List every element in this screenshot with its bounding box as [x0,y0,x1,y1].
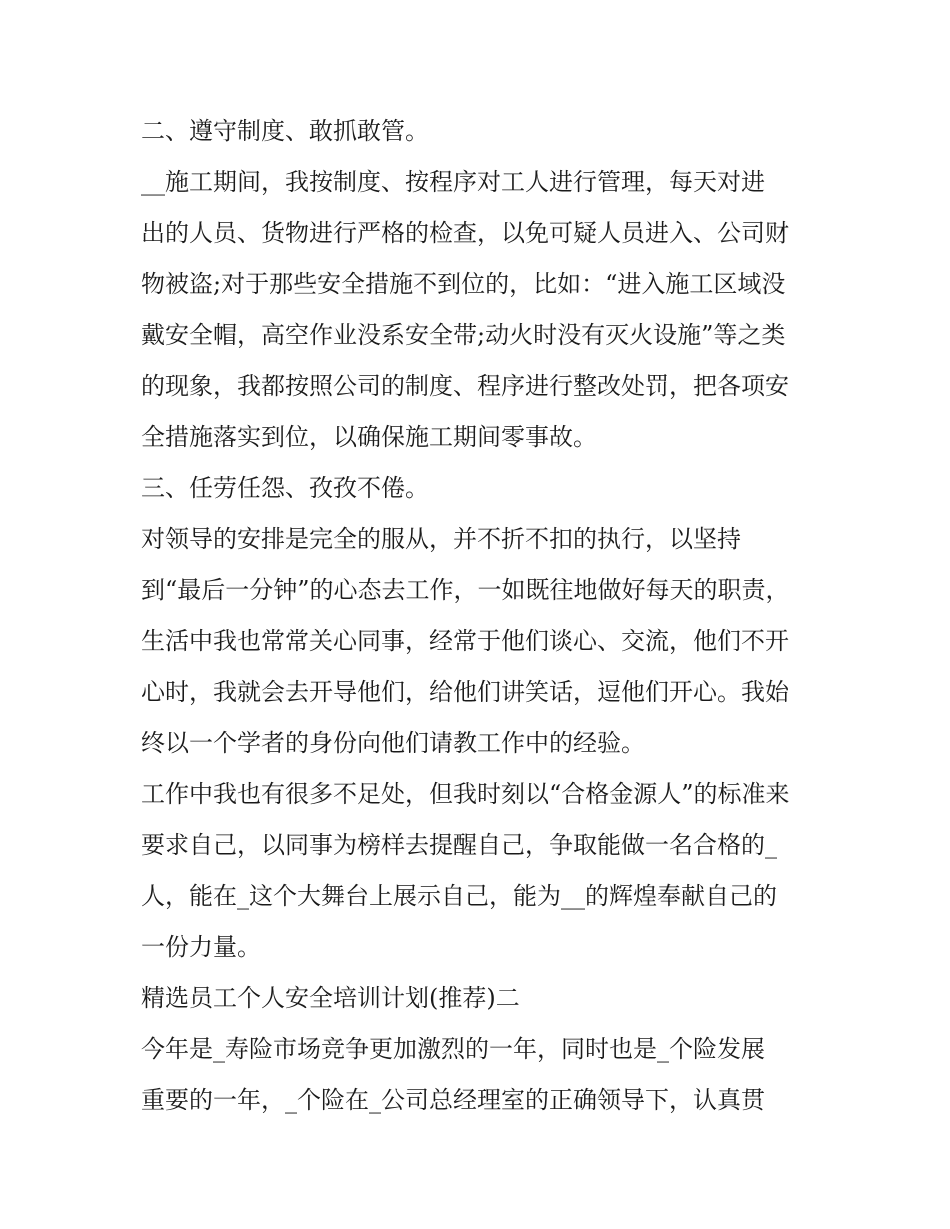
paragraph-line: 终以一个学者的身份向他们请教工作中的经验。 [141,729,645,757]
document-body [141,106,821,1126]
paragraph-line: 出的人员、货物进行严格的检查，以免可疑人员进入、公司财 [141,219,789,247]
paragraph-line: 工作中我也有很多不足处，但我时刻以“合格金源人”的标准来 [141,780,790,808]
paragraph-line: 戴安全帽，高空作业没系安全带;动火时没有灭火设施”等之类 [141,321,786,349]
paragraph-line: 对领导的安排是完全的服从，并不折不扣的执行，以坚持 [141,525,741,553]
paragraph-line: 的现象，我都按照公司的制度、程序进行整改处罚，把各项安 [141,372,789,400]
paragraph-line: 全措施落实到位，以确保施工期间零事故。 [141,423,597,451]
paragraph-line: 到“最后一分钟”的心态去工作，一如既往地做好每天的职责， [141,576,790,604]
paragraph-line: 心时，我就会去开导他们，给他们讲笑话，逗他们开心。我始 [141,678,789,706]
document-subtitle: 精选员工个人安全培训计划(推荐)二 [141,984,520,1012]
paragraph-line: 重要的一年，_个险在_公司总经理室的正确领导下，认真贯 [141,1086,765,1114]
section-heading-2: 二、遵守制度、敢抓敢管。 [141,117,429,145]
paragraph-line: 物被盗;对于那些安全措施不到位的，比如：“进入施工区域没 [141,270,786,298]
paragraph-line: 今年是_寿险市场竞争更加激烈的一年，同时也是_个险发展 [141,1035,765,1063]
paragraph-line: 要求自己，以同事为榜样去提醒自己，争取能做一名合格的_ [141,831,777,859]
paragraph-line: 一份力量。 [141,933,261,961]
paragraph-line: __施工期间，我按制度、按程序对工人进行管理，每天对进 [141,168,765,196]
paragraph-line: 人，能在_这个大舞台上展示自己，能为__的辉煌奉献自己的 [141,882,777,910]
section-heading-3: 三、任劳任怨、孜孜不倦。 [141,474,429,502]
paragraph-line: 生活中我也常常关心同事，经常于他们谈心、交流，他们不开 [141,627,789,655]
